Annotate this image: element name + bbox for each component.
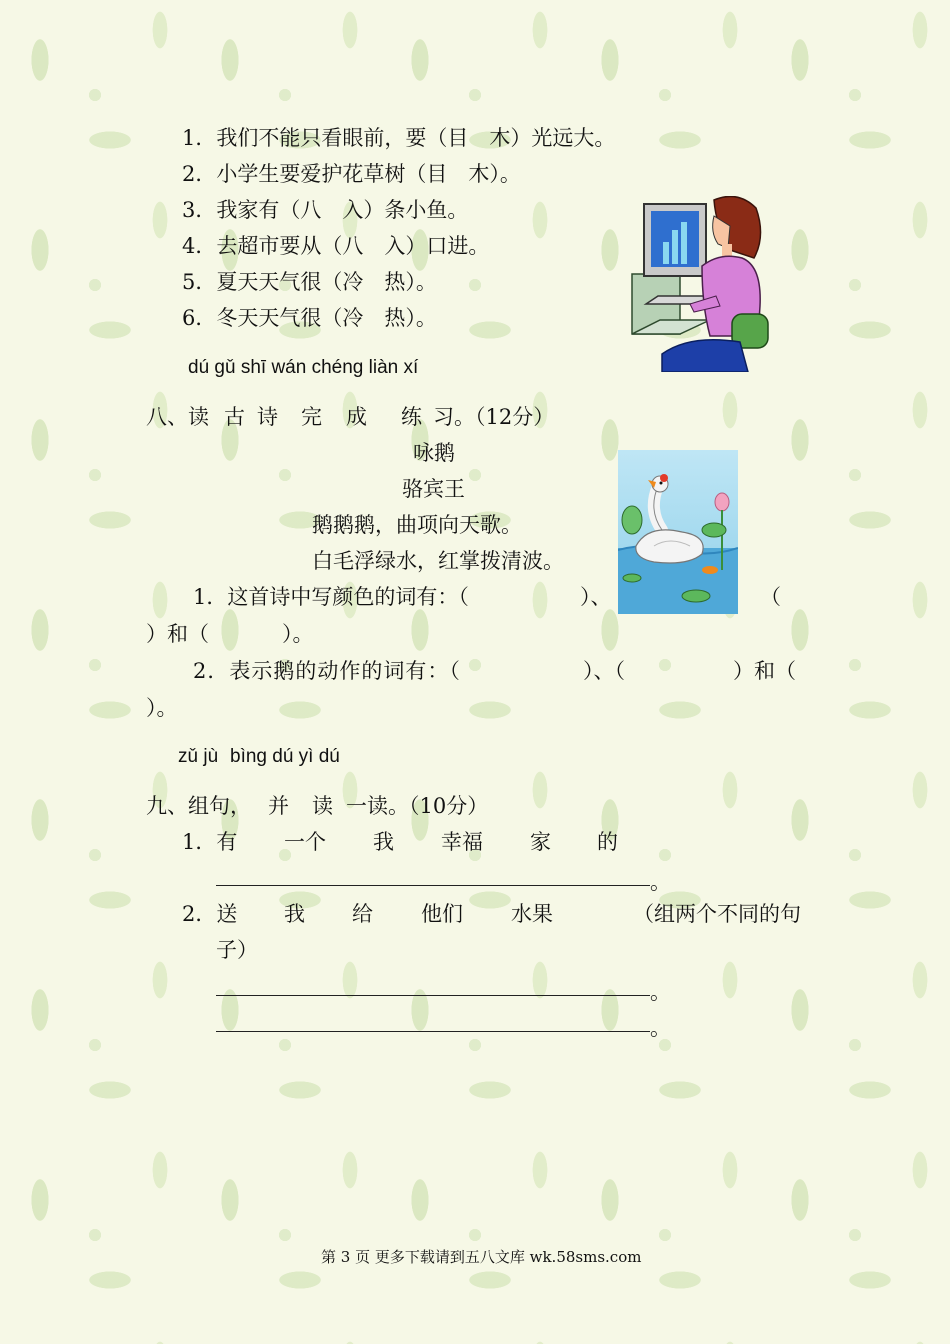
- q9-1-word-2: 我: [373, 830, 394, 854]
- section8-title-5: 成: [346, 405, 367, 429]
- item-1: 1．我们不能只看眼前，要（目 木）光远大。: [182, 126, 616, 150]
- section8-title-3: 诗: [257, 405, 278, 429]
- section8-pinyin: dú gǔ shī wán chéng liàn xí: [188, 357, 419, 378]
- q8-2-and: ）和（: [733, 659, 796, 683]
- item-5: 5．夏天天气很（冷 热）。: [182, 270, 437, 294]
- answer-line-2[interactable]: [216, 995, 650, 996]
- answer-line-3[interactable]: [216, 1031, 650, 1032]
- q9-1-label: 1．有: [182, 830, 238, 854]
- item-3: 3．我家有（八 入）条小鱼。: [182, 198, 469, 222]
- q9-1-word-4: 家: [530, 830, 551, 854]
- poem-author: 骆宾王: [402, 477, 465, 501]
- q8-1-text: 1．这首诗中写颜色的词有：（: [193, 585, 469, 609]
- q8-2-sep: ）、（: [583, 659, 625, 683]
- q8-2-end: ）。: [146, 696, 178, 720]
- q9-2-word-4: 水果: [511, 902, 553, 926]
- item-4: 4．去超市要从（八 入）口进。: [182, 234, 490, 258]
- section8-title-2: 古: [224, 405, 245, 429]
- answer-line-1-period: 。: [650, 870, 671, 894]
- q8-2-text: 2．表示鹅的动作的词有：（: [193, 659, 461, 683]
- computer-user-illustration: [630, 196, 770, 372]
- goose-illustration: [618, 450, 738, 614]
- section9-title-4: 一读。（10分）: [346, 794, 489, 818]
- section8-title-6: 练: [401, 405, 422, 429]
- answer-line-3-period: 。: [650, 1016, 671, 1040]
- item-2: 2．小学生要爱护花草树（目 木）。: [182, 162, 521, 186]
- section8-title-4: 完: [301, 405, 322, 429]
- q9-1-word-3: 幸福: [441, 830, 483, 854]
- section9-title-1: 九、组句，: [146, 794, 251, 818]
- q8-1-sep: ）、: [580, 585, 612, 609]
- q8-1-paren: （: [760, 585, 781, 609]
- q9-2-word-2: 给: [352, 902, 373, 926]
- answer-line-1[interactable]: [216, 885, 650, 886]
- poem-line-2: 白毛浮绿水，红掌拨清波。: [312, 549, 564, 573]
- q9-2-word-3: 他们: [421, 902, 463, 926]
- q9-2-note: （组两个不同的句: [633, 902, 801, 926]
- q9-2-word-1: 我: [284, 902, 305, 926]
- q9-1-word-5: 的: [597, 830, 618, 854]
- item-6: 6．冬天天气很（冷 热）。: [182, 306, 437, 330]
- section9-title-2: 并: [268, 794, 289, 818]
- poem-line-1: 鹅鹅鹅，曲项向天歌。: [312, 513, 522, 537]
- q9-1-word-1: 一个: [284, 830, 326, 854]
- q9-2-label: 2．送: [182, 902, 238, 926]
- section9-pinyin-2: bìng dú yì dú: [230, 746, 340, 767]
- answer-line-2-period: 。: [650, 980, 671, 1004]
- q9-2-note-cont: 子）: [216, 938, 258, 962]
- section8-title-7: 习。（12分）: [433, 405, 555, 429]
- section8-title-1: 八、读: [146, 405, 209, 429]
- q8-1-end: ）。: [282, 622, 314, 646]
- section9-pinyin-1: zǔ jù: [178, 746, 219, 767]
- page-footer: 第 3 页 更多下载请到五八文库 wk.58sms.com: [321, 1248, 642, 1266]
- q8-1-and: ）和（: [146, 622, 209, 646]
- poem-title: 咏鹅: [413, 441, 455, 465]
- section9-title-3: 读: [312, 794, 333, 818]
